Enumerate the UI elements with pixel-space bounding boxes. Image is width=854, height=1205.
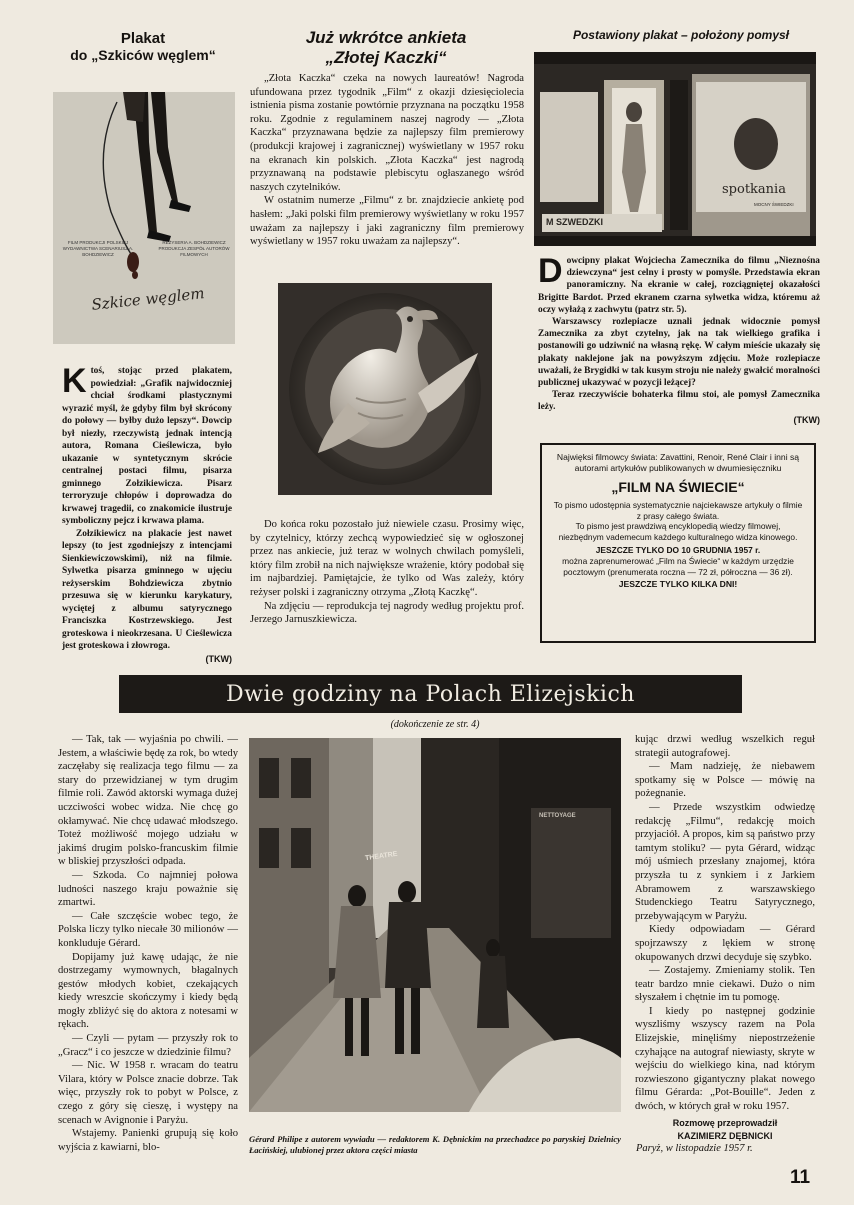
interview-col3-p5: — Zostajemy. Zmieniamy stolik. Ten teatr bardzo mnie ciekawi. Dużo o nim słyszałem i chętnie im tu pomogę. [635,965,815,1004]
interview-signature-line1: Rozmowę przeprowadził [672,1117,778,1128]
left-article-paragraph-2: Zołzikiewicz na plakacie jest nawet lepszy (to jest zgodniejszy z intencjami Sienkiewiczowskimi), niż na filmie. Sylwetka pisarza gminnego w ujęciu reżyserskim Bohdziewicza zbytnio przesuwa się w kierunku karykatury, wyciętej z albumu satyrycznego Franciszka Kostrzewskiego. Jest groteskowa i nieokrzesana. U Cieślewicza jest groteskowa i złowroga. [62,528,232,651]
middle-article-title-line2: „Złotej Kaczki“ [325,48,447,67]
right-article-body [538,252,820,427]
middle-article-body-bottom [250,518,524,627]
poster-credits-left: FILM PRODUKCJI POLSKIEJ WYDAWNICTWA SCENARIUSZ A. BOHDZIEWICZ [62,240,134,257]
interview-banner-title: Dwie godziny na Polach Elizejskich [226,681,635,707]
interview-continuation: (dokończenie ze str. 4) [390,719,480,730]
middle-article-paragraph-1: „Złota Kaczka“ czeka na nowych laureatów! Nagroda ufundowana przez tygodnik „Film“ z okazji dziesięciolecia istnienia pisma zostanie powtórnie przyznana na początku 1958 roku. Zgodnie z regulaminem naszej nagrody — „Złota Kaczka“ przyznawana będzie za najlepszy film premierowy (produkcji krajowej i zagranicznej) wyświetlany w 1957 roku na ekranach kin polskich. „Złota Kaczka“ jest nagrodą przyznawaną na podstawie plebiscytu ogłaszanego wśród naszych czytelników. [250,73,524,193]
duck-statuette-illustration [278,283,492,495]
page-number: 11 [790,1167,811,1188]
advert-deadline: JESZCZE TYLKO DO 10 GRUDNIA 1957 r. [595,545,761,555]
street-scene-illustration [249,738,621,1112]
left-article-dropcap: K [62,362,87,400]
interview-signature-line2: KAZIMIERZ DĘBNICKI [677,1131,773,1142]
interview-col1-p1: — Tak, tak — wyjaśnia po chwili. — Jestem, a właściwie będę za rok, bo wtedy zaczęłaby się realizacja tego filmu — za stary do przewidzianej w tym drugim filmie roli. Zawód aktorski wymaga dużej uczciwości wobec widza. Nie chcę go okłamywać. Nie chcę udawać młodszego. Toteż możliwość mojego udziału w jakimś drugim polsko-francuskim filmie w bliskiej przyszłości odpada. [58,734,238,868]
poster-title: Szkice węglem [90,284,206,314]
interview-col3-p1: kując drzwi według wszelkich reguł strategii autografowej. [635,734,815,759]
interview-col1-p5: — Czyli — pytam — przyszły rok to „Gracz“ i co jeszcze w dziedzinie filmu? [58,1033,238,1058]
interview-dateline: Paryż, w listopadzie 1957 r. [636,1143,753,1154]
middle-article-paragraph-2: W ostatnim numerze „Filmu“ z br. znajdziecie ankietę pod hasłem: „Jaki polski film premierowy wyświetlany w roku 1957 uważam za najlepszy i jaki zagraniczny film premierowy wyświetlany w 1957 roku uważam za najlepszy“. [250,195,524,248]
advert-intro: Najwięksi filmowcy świata: Zavattini, Renoir, René Clair i inni są autorami artykułów publikowanych w dwumiesięczniku [556,452,800,474]
street-sign-text: THEATRE [364,850,398,863]
poster-text-spotkania: spotkania [722,182,786,197]
right-article-paragraph-2: Warszawscy rozlepiacze uznali jednak widocznie pomysł Zamecznika za zbyt czytelny, jak na tak wielkiego grafika i postanowili go udziwnić na własną rękę. W całym mieście ukazały się plakaty naklejone jak na powyższym zdjęciu. Może rozlepiacze uważali, że Brygidki w tak kusym stroju nie należy gwałcić moralności publicznej ukazywać w pozycji leżącej? [538,317,820,389]
film-na-swiecie-advert [540,443,816,643]
interview-banner [119,675,742,713]
interview-col1-p2: — Szkoda. Co najmniej połowa ludności naszego kraju poważnie się zmartwi. [58,869,238,909]
advert-subscription: można zaprenumerować „Film na Świecie“ w każdym urzędzie pocztowym (prenumerata roczna — 72 zł, półroczna — 36 zł). [562,555,794,577]
golden-duck-photo [278,283,492,495]
left-article-signature: (TKW) [205,653,232,664]
poster-text-szwedzki: M SZWEDZKI [546,217,603,227]
paris-street-photo [249,738,621,1112]
right-article-title: Postawiony plakat – położony pomysł [572,28,790,42]
middle-article-heading [250,28,522,68]
interview-col3-p4: Kiedy odpowiadam — Gérard spojrzawszy z lękiem w stronę okupowanych drzwi decyduje się szybko. [635,924,815,963]
left-article [52,30,234,64]
interview-col1-p3: — Całe szczęście wobec tego, że Polska liczy tylko niecałe 30 milionów — konkluduje Gérard. [58,910,238,949]
photo-caption: Gérard Philipe z autorem wywiadu — redaktorem K. Dębnickim na przechadzce po paryskiej Dzielnicy Łacińskiej, ulubionej przez aktora części miasta [249,1134,621,1155]
interview-col3-p2: — Mam nadzieję, że niebawem spotkamy się w Polsce — mówię na pożegnanie. [635,761,815,800]
advert-line-1: To pismo udostępnia systematycznie najciekawsze artykuły o filmie z prasy całego świata. [553,499,803,521]
shop-sign-text: NETTOYAGE [539,813,576,819]
poster-text-mocny: MOCNY ŚWIEDZKI [754,202,794,207]
interview-col3-p6: I kiedy po następnej godzinie wyszliśmy wszyscy razem na Pola Elizejskie, minęliśmy niepostrzeżenie czyhające na autograf niewiasty, skryte w wejściu do wielkiego kina, nad którym rozwieszono gigantyczny plakat nowego filmu Gérarda: „Pot-Bouille“. Jeden z dwóch, w których grał w roku 1957. [635,1005,815,1113]
right-article-heading [540,28,822,43]
interview-column-3 [635,733,815,1144]
middle-article-paragraph-4: Na zdjęciu — reprodukcja tej nagrody według projektu prof. Jerzego Jarnuszkiewicza. [250,600,524,626]
interview-col3-p3: — Przede wszystkim odwiedzę redakcję „Filmu“, redakcję moich przyjaciół. A propos, kim są państwo przy tamtym stoliku? — pyta Gérard, widząc mój uśmiech przesłany znajomej, która przyszła tu z synkiem i z Jarkiem Abramowem z warszawskiego Studenckiego Teatru Satyrycznego, przebywającym w Paryżu. [635,801,815,922]
right-article-dropcap: D [538,252,563,290]
advert-closing: JESZCZE TYLKO KILKA DNI! [618,579,738,590]
right-article-paragraph-3: Teraz rzeczywiście bohaterka filmu stoi, ale pomysł Zamecznika leży. [538,390,820,413]
left-article-title-line1: Plakat [120,30,166,47]
interview-col1-p7: Wstajemy. Panienki grupują się koło wyjścia z kawiarni, blo- [58,1128,238,1153]
interview-col1-p4: Dopijamy już kawę udając, że nie dostrzegamy wymownych, błagalnych gestów młodych kobiet, czekających kiedy wreszcie skończymy i kiedy będą mogły zbliżyć się do aktora z notesami w rękach. [58,951,238,1031]
middle-article-paragraph-3: Do końca roku pozostało już niewiele czasu. Prosimy więc, by czytelnicy, którzy zechcą wypowiedzieć się w ogłoszonej przez nas ankiecie, już teraz w wolnych chwilach pomyśleli, który film zrobił na nich największe wrażenie, który podobał się im najbardziej. Pamiętajcie, że tylko od Was zależy, który reżyser polski i zagraniczny otrzyma „Złotą Kaczkę“. [250,519,524,598]
left-article-title-line2: do „Szkiców węglem“ [70,47,216,63]
street-posters-photo [534,52,816,246]
middle-article-title-line1: Już wkrótce ankieta [305,28,467,47]
interview-col1-p6: — Nic. W 1958 r. wracam do teatru Vilara, który w Polsce znacie dobrze. Tak więc, przyszły rok to pobyt w Polsce, z czego z góry się cieszę, i występy na scenach w Avignonie i Paryżu. [58,1060,238,1126]
poster-credits-right: REŻYSERIA A. BOHDZIEWICZ PRODUKCJA ZESPÓŁ AUTORÓW FILMOWYCH [158,240,230,257]
advert-title: „FILM NA ŚWIECIE“ [611,478,745,495]
left-article-body [62,362,232,666]
interview-column-1 [58,733,238,1154]
left-article-paragraph-1: toś, stojąc przed plakatem, powiedział: „Grafik najwidoczniej chciał środkami plastycznymi wyrazić myśl, że gdyby film był skrócony do połowy — byłby dużo lepszy“. Dowcip był niezły, rzeczywistą jednak intencją autora, Romana Cieślewicza, było ukazanie w syntetycznym skrócie centralnej postaci filmu, pisarza gminnego Zołzikiewicza. Pisarz terroryzuje chłopów i doprowadza do krwawej tragedii, co znakomicie ilustruje symboliczny pejcz i krwawa plama. [62,366,232,526]
middle-article-body-top [250,72,524,249]
right-article-signature: (TKW) [793,414,820,425]
right-article-paragraph-1: owcipny plakat Wojciecha Zamecznika do filmu „Nieznośna dziewczyna“ jest celny i prosty w pomyśle. Przedstawia ekran panoramiczny. Na ekranie w całej, rozciągniętej okazałości Brigitte Bardot. Przed ekranem czarna sylwetka widza, któremu aż oczy wyłażą z zachwytu (patrz str. 5). [538,256,820,315]
szkice-poster-image [53,92,235,344]
advert-line-2: To pismo jest prawdziwą encyklopedią wiedzy filmowej, niezbędnym vademecum każdego kulturalnego widza kinowego. [558,521,798,543]
